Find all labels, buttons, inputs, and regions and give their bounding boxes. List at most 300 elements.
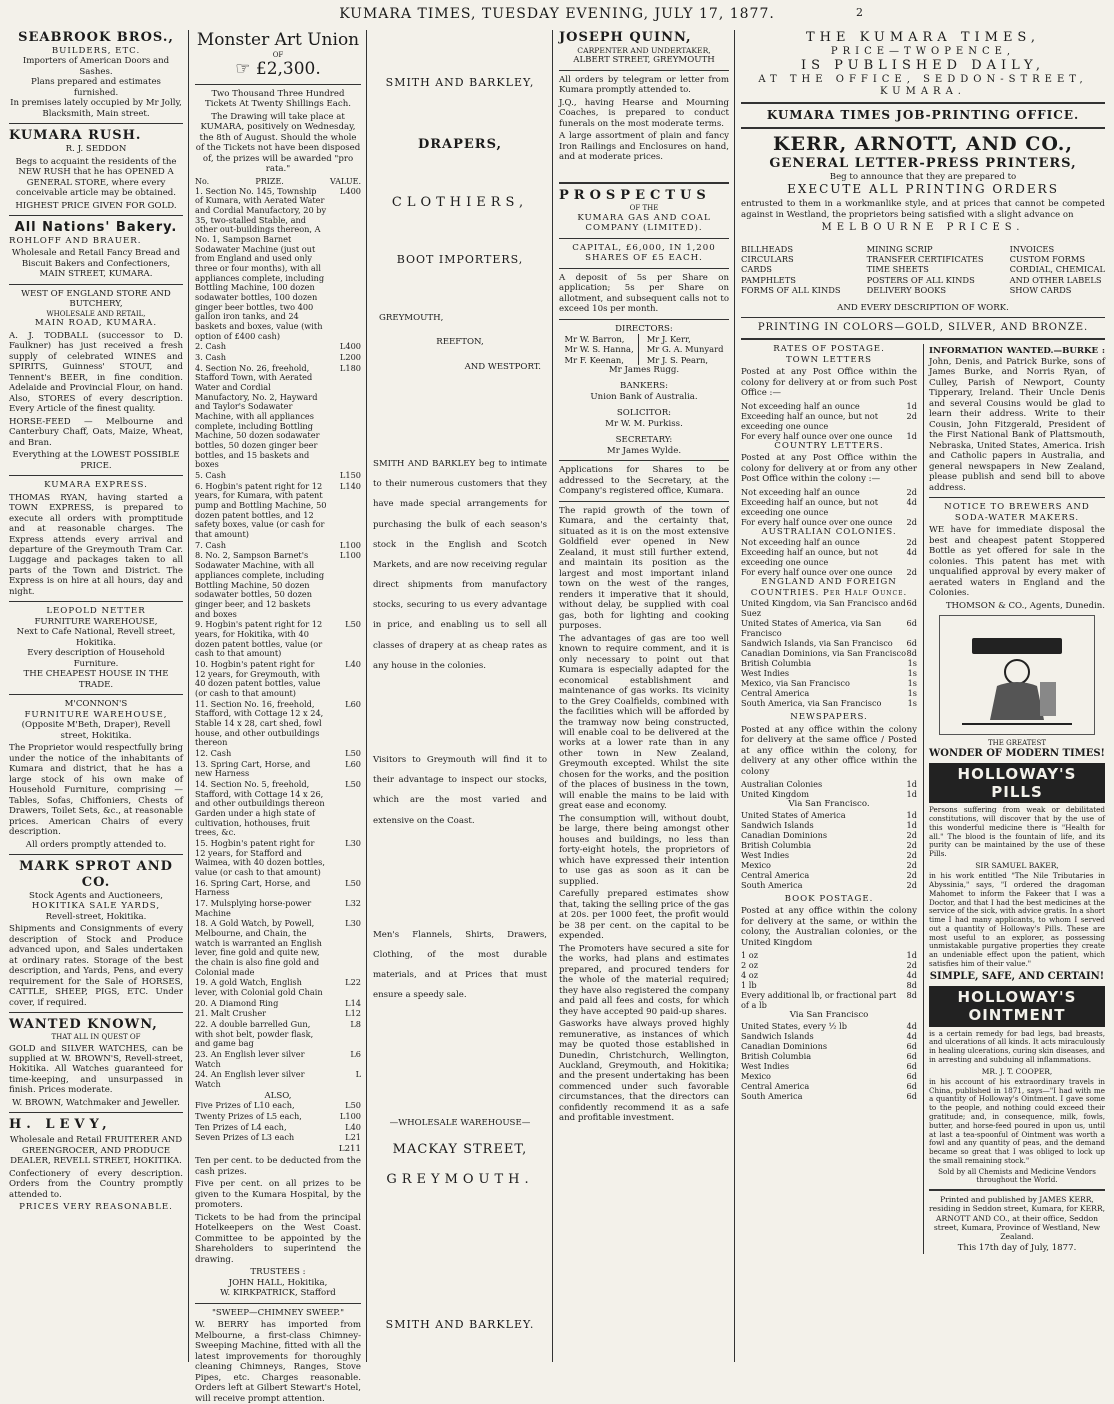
prize-row-value: L30 — [345, 837, 361, 848]
masthead-title: KUMARA TIMES, TUESDAY EVENING, JULY 17, 1877. — [339, 6, 775, 22]
pills-body: Persons suffering from weak or debilitated constitutions, will discover that by the use of this wonderful medicine there is "Health for all." The blood is the fountain of life, and its purity can be maintained by the use of these Pills. — [929, 805, 1105, 859]
prize-row-text: 6. Hogbin's patent right for 12 years, for Kumara, with patent pump and Bottling Machine, 50 dozen patent bottles, and 12 safety boxes, value (or cash for that amount) — [195, 480, 327, 540]
rate-row-value: 2d — [906, 410, 917, 421]
rate-row-text: British Columbia — [741, 1050, 812, 1061]
sf-rates — [741, 810, 917, 890]
job-item: SHOW CARDS — [1009, 284, 1072, 295]
rate-row-value: 1d — [906, 400, 917, 411]
prize-row — [195, 660, 361, 699]
directors-list-a — [565, 334, 639, 365]
extra-prize-row-text: Seven Prizes of L3 each — [195, 1132, 295, 1143]
rate-row-text: United States of America, via San Francisco — [741, 618, 882, 639]
woe-feed: HORSE-FEED — Melbourne and Canterbury Chaff, Oats, Maize, Wheat, and Bran. — [9, 416, 183, 448]
rate-row-value: 1s — [907, 668, 917, 679]
rate-row — [741, 850, 917, 860]
page-number: 2 — [856, 6, 864, 19]
job-item: FORMS OF ALL KINDS — [741, 284, 841, 295]
extra-prize-row-value: L50 — [345, 1100, 361, 1111]
rate-row-value: 4d — [906, 970, 917, 981]
rate-row-value: 1d — [906, 789, 917, 800]
quinn-addr: ALBERT STREET, GREYMOUTH — [573, 55, 715, 66]
baker-body: in his work entitled "The Nile Tributaries in Abyssinia," says, "I ordered the dragoman Mahomet to inform the Fakeer that I was a Doctor, and that I had the best medicines at the service of the sick, with advice gratis. In a short time I had many applicants, to whom I served out a quantity of Holloway's Pills. These are most useful to an explorer, as possessing unmistakable purgative properties they create an undeniable effect upon the patient, which satisfies him of their value." — [929, 871, 1105, 968]
job-item: AND OTHER LABELS — [1009, 274, 1102, 285]
job-list-c — [1010, 244, 1105, 295]
rate-row-value: 6d — [906, 1080, 917, 1091]
rate-row-text: Not exceeding half an ounce — [741, 400, 860, 411]
rate-row-value: 6d — [906, 638, 917, 649]
imprint-date: This 17th day of July, 1877. — [957, 1243, 1077, 1254]
prize-list — [195, 187, 361, 1090]
prize-row-value: L100 — [339, 539, 361, 550]
rate-row-text: Mexico — [741, 1070, 771, 1081]
rate-row — [741, 567, 917, 577]
prize-row-text: 1. Section No. 145, Township of Kumara, with Aerated Water and Cordial Manufactory, 20 by 35, two-stalled Stable, and other out-buildings thereon, A No. 1, Sampson Barnet Sodawater Machine (just out from England and used only three or four months), with all appliances complete, including Bottling Machine, 100 dozen sodawater bottles, 100 dozen ginger beer bottles, two 400 gallon iron tanks, and 24 baskets and boxes, value (with option of £400 cash) — [195, 185, 327, 341]
rate-row-text: Mexico — [741, 859, 771, 870]
job-printing-title: KUMARA TIMES JOB-PRINTING OFFICE. — [766, 108, 1080, 123]
prize-row-text: 2. Cash — [195, 341, 227, 352]
prize-row-value: L50 — [345, 747, 361, 758]
postage-book-body: Posted at any office within the colony for delivery at the same, or within the colony, the Australian colonies, or the United Kingdom — [741, 906, 917, 948]
holloway-ointment-banner: HOLLOWAY'S OINTMENT — [929, 986, 1105, 1027]
quinn-line: All orders by telegram or letter from Kumara promptly attended to. — [559, 74, 729, 96]
prize-row — [195, 620, 361, 659]
holloway-pills-banner: HOLLOWAY'S PILLS — [929, 763, 1105, 804]
levy-prices: PRICES VERY REASONABLE. — [19, 1202, 173, 1213]
rate-row — [741, 1091, 917, 1101]
rate-row-text: British Columbia — [741, 839, 812, 850]
rate-row-value: 1d — [906, 819, 917, 830]
job-item: POSTERS OF ALL KINDS — [866, 274, 975, 285]
director-name: Mr W. Barron, — [564, 334, 625, 345]
rate-row-value: 6d — [906, 598, 917, 609]
prize-row-text: 9. Hogbin's patent right for 12 years, for Hokitika, with 40 dozen patent bottles, value (or cash to that amount) — [195, 619, 323, 659]
prize-header-no: No. — [195, 176, 210, 186]
rate-row-text: Australian Colonies — [741, 779, 823, 790]
rush-title: KUMARA RUSH. — [9, 128, 142, 144]
prospectus-paragraph: Gasworks have always proved highly remunerative, as instances of which may be quoted those established in Dunedin, Christchurch, Wellington, Auckland, Greymouth, and Hokitika; and the present undertaking has been commenced under such favorable circumstances, that the directors can confidently recommend it as a safe and profitable investment. — [559, 1019, 729, 1124]
rate-row-value: 2d — [906, 567, 917, 578]
prize-row-text: 5. Cash — [195, 470, 227, 481]
prize-row — [195, 700, 361, 748]
rate-row — [741, 1051, 917, 1061]
rate-row — [741, 537, 917, 547]
rate-row — [741, 810, 917, 820]
info-body: John, Denis, and Patrick Burke, sons of James Burke, and Norris Ryan, of Culley, Parish of Newport, County Tipperary, Ireland. Their Uncle Denis and several Cousins would be glad to learn their address. Write to their Cousin, John Fitzgerald, President of the First National Bank of Plattsmouth, Nebraska, United States, America. Irish and Catholic papers in Australia, and general newspapers in New Zealand, please publish and send bill to above address. — [929, 356, 1105, 493]
rate-row-value: 2d — [906, 829, 917, 840]
job-item: DELIVERY BOOKS — [866, 284, 946, 295]
prize-row-value: L50 — [345, 619, 361, 630]
rate-row — [741, 960, 917, 970]
rate-row-text: For every half ounce over one ounce — [741, 516, 893, 527]
art-union-amount: £2,300. — [255, 59, 321, 80]
prize-row-value: L32 — [345, 898, 361, 908]
seabrook-line: Importers of American Doors and Sashes. — [22, 56, 170, 77]
directors-label: DIRECTORS: — [615, 323, 673, 334]
rate-row-value: 4d — [906, 496, 917, 507]
job-item: CARDS — [741, 264, 772, 275]
rate-row-text: Sandwich Islands — [741, 819, 814, 830]
prize-row-text: 8. No. 2, Sampson Barnet's Sodawater Machine, with all appliances complete, including Bottling Machine, 50 dozen sodawater bottles, 50 dozen ginger beer, and 12 baskets and boxes — [195, 550, 325, 619]
rate-row — [741, 990, 917, 1010]
prize-deduct: Ten per cent. to be deducted from the cash prizes. — [195, 1156, 361, 1177]
woe-sub: WHOLESALE AND RETAIL, — [46, 309, 146, 318]
prize-row-text: 14. Section No. 5, freehold, Stafford, with Cottage 14 x 26, and other outbuildings thereon Garden under a high state of cultivation, hothouses, fruit trees, &c. — [195, 778, 325, 838]
prospectus-paragraph: The consumption will, without doubt, be large, there being amongst other houses and buildings, no less than forty-eight hotels, the proprietors of which have expressed their intention to use gas as soon as it can be supplied. — [559, 813, 729, 887]
rate-row — [741, 497, 917, 517]
prize-row-text: 21. Malt Crusher — [195, 1008, 267, 1019]
rate-row — [741, 638, 917, 648]
director-name: Mr W. S. Hanna, — [564, 344, 634, 355]
director-name: Mr F. Keenan, — [564, 354, 624, 365]
prospectus-company: KUMARA GAS AND COAL COMPANY (LIMITED). — [577, 212, 711, 234]
prize-row-text: 20. A Diamond Ring — [195, 997, 279, 1008]
prize-row-text: 12. Cash — [195, 747, 232, 758]
postage-book-sf: Via San Francisco — [789, 1010, 869, 1021]
rate-row — [741, 779, 917, 789]
prize-row-value: L400 — [339, 185, 361, 196]
sprot-sub: Stock Agents and Auctioneers, — [29, 890, 163, 901]
rate-row-text: United States, every ½ lb — [741, 1020, 847, 1031]
prize-row-value: L6 — [350, 1049, 361, 1060]
rate-row-value: 1d — [906, 779, 917, 790]
postage-book: BOOK POSTAGE. — [784, 893, 874, 904]
prize-row-text: 7. Cash — [195, 539, 227, 550]
postage-aus: AUSTRALIAN COLONIES. — [761, 526, 897, 537]
extra-prize-row-text: Five Prizes of L10 each, — [195, 1100, 295, 1111]
prize-row-value: L12 — [345, 1008, 361, 1019]
rate-row — [741, 950, 917, 960]
quinn-trade: CARPENTER AND UNDERTAKER, — [577, 45, 711, 55]
column-5 — [736, 30, 1110, 1362]
rate-row-value: 1s — [907, 658, 917, 669]
postage-town: TOWN LETTERS — [785, 354, 873, 365]
aus-rates — [741, 537, 917, 577]
cooper-body: in his account of his extraordinary travels in China, published in 1871, says—"I had with me a quantity of Holloway's Ointment. I gave some to the people, and nothing could exceed their gratitude; and, in consequence, milk, fowls, butter, and horse-feed poured in upon us, until at last a tea-spoonful of Ointment was worth a fowl and any quantity of peas, and the demand became so great that I was obliged to lock up the small remaining stock." — [929, 1076, 1105, 1165]
rate-row-text: South America, via San Francisco — [741, 698, 882, 709]
rate-row-text: Canadian Dominions — [741, 829, 828, 840]
quinn-line: J.Q., having Hearse and Mourning Coaches, is prepared to conduct funerals on the most moderate terms. — [559, 97, 729, 129]
prize-also: ALSO, — [264, 1090, 292, 1101]
rate-row — [741, 840, 917, 850]
wanted-title: WANTED KNOWN, — [9, 1017, 158, 1033]
extra-prize-row — [195, 1123, 361, 1133]
extra-prize-list — [195, 1101, 361, 1143]
extra-prize-row-value: L100 — [339, 1110, 361, 1121]
foreign-rates — [741, 598, 917, 708]
rate-row — [741, 598, 917, 618]
rate-row-text: Exceeding half an ounce, but not exceeding one ounce — [741, 547, 879, 568]
column-rule — [552, 30, 553, 1362]
rate-row-value: 1d — [906, 950, 917, 961]
rate-row-value: 2d — [906, 960, 917, 971]
prize-row — [195, 187, 361, 342]
rate-row-text: United Kingdom, via San Francisco and Suez — [741, 598, 906, 619]
job-item: CORDIAL, CHEMICAL — [1009, 264, 1105, 275]
woe-road: MAIN ROAD, KUMARA. — [34, 318, 158, 329]
extra-prize-row-text: Ten Prizes of L4 each, — [195, 1121, 287, 1132]
smith-drapers: DRAPERS, — [417, 137, 503, 153]
sprot-title: MARK SPROT AND CO. — [19, 859, 173, 890]
rate-row — [741, 431, 917, 441]
cooper-name: MR. J. T. COOPER, — [981, 1066, 1053, 1076]
country-rates — [741, 487, 917, 527]
job-item: PAMPHLETS — [741, 274, 796, 285]
rate-row — [741, 411, 917, 431]
prize-row — [195, 353, 361, 363]
director-name: Mr James Rugg. — [608, 364, 680, 375]
rate-row — [741, 820, 917, 830]
wanted-body: GOLD and SILVER WATCHES, can be supplied at W. BROWN'S, Revell-street, Hokitika. All Watches guaranteed for time-keeping, and unsurpassed in finish. Prices moderate. — [9, 1043, 183, 1096]
prospectus-title: PROSPECTUS — [559, 188, 711, 204]
ads-column — [923, 344, 1105, 1254]
smith-clothiers: CLOTHIERS, — [391, 195, 529, 211]
sprot-addr: Revell-street, Hokitika. — [45, 911, 147, 922]
rate-row-text: United States of America — [741, 809, 846, 820]
rate-row-text: South America — [741, 1090, 803, 1101]
rate-row-text: 1 oz — [741, 950, 759, 961]
rate-row-value: 2d — [906, 869, 917, 880]
rate-row-value: 1s — [907, 678, 917, 689]
woe-price: Everything at the LOWEST POSSIBLE PRICE. — [12, 450, 180, 471]
rate-row — [741, 698, 917, 708]
smith-greymouth: GREYMOUTH, — [379, 312, 444, 323]
netter-cheap: THE CHEAPEST HOUSE IN THE TRADE. — [23, 669, 169, 690]
prize-obtain: Tickets to be had from the principal Hotelkeepers on the West Coast. Committee to be appointed by the Shareholders to superintend the drawing. — [195, 1212, 361, 1265]
rate-row — [741, 658, 917, 668]
prize-row — [195, 1009, 361, 1019]
director-name: Mr J. Kerr, — [646, 334, 691, 345]
smith-reefton: REEFTON, — [436, 337, 484, 348]
column-rule — [188, 30, 189, 1362]
prospectus-paragraph: The Promoters have secured a site for the works, had plans and estimates prepared, and procured tenders for the whole of the material required; they have also registered the company and paid all fees and costs, for which they have accepted 90 paid-up shares. — [559, 943, 729, 1017]
rate-row — [741, 1021, 917, 1031]
rate-row-value: 8d — [906, 980, 917, 991]
extra-prize-row-value: L40 — [345, 1121, 361, 1132]
prize-row-value: L180 — [339, 362, 361, 373]
times-line: PRICE—TWOPENCE, — [830, 45, 1016, 57]
prize-total: L211 — [338, 1143, 361, 1154]
rate-row-text: For every half ounce over one ounce — [741, 430, 893, 441]
prize-row — [195, 471, 361, 481]
column-2 — [190, 30, 366, 1404]
printing-colors: PRINTING IN COLORS—GOLD, SILVER, AND BRONZE. — [757, 322, 1089, 334]
rate-row-text: Exceeding half an ounce, but not exceeding one ounce — [741, 496, 879, 517]
netter-sub: FURNITURE WAREHOUSE, — [34, 616, 158, 627]
prize-row-value: L8 — [350, 1019, 361, 1030]
kerr-arnott-title: KERR, ARNOTT, AND CO., — [773, 132, 1073, 155]
smith-westport: AND WESTPORT. — [464, 361, 541, 372]
rate-row — [741, 1081, 917, 1091]
prize-row-value: L140 — [339, 480, 361, 491]
rush-name: R. J. SEDDON — [65, 144, 127, 155]
rate-row-value: 1s — [907, 688, 917, 699]
smith-boot: BOOT IMPORTERS, — [396, 253, 524, 267]
column-rule — [366, 30, 367, 1362]
netter-title: LEOPOLD NETTER — [46, 606, 146, 617]
ointment-body: is a certain remedy for bad legs, bad breasts, and ulcerations of all kinds. It acts miraculously in healing ulcerations, curing skin diseases, and in arresting and subduing all inflammations. — [929, 1028, 1105, 1064]
prize-row — [195, 919, 361, 977]
smith-town: GREYMOUTH. — [386, 1171, 534, 1187]
job-list-a — [741, 244, 841, 295]
rate-row-text: Not exceeding half an ounce — [741, 537, 860, 548]
prize-row-text: 19. A gold Watch, English lever, with Colonial gold Chain — [195, 977, 323, 998]
smith-mens: Men's Flannels, Shirts, Drawers, Clothing, of the most durable materials, and at Prices that must ensure a speedy sale. — [373, 929, 547, 1001]
rate-row-value: 2d — [906, 859, 917, 870]
prize-header-prize: PRIZE. — [255, 176, 284, 186]
rate-row-value: 6d — [906, 1040, 917, 1051]
rate-row — [741, 517, 917, 527]
baker-name: SIR SAMUEL BAKER, — [975, 861, 1059, 871]
rate-row-value: 6d — [906, 618, 917, 629]
prize-row-text: 13. Spring Cart, Horse, and new Harness — [195, 758, 311, 779]
prize-row — [195, 1020, 361, 1049]
bakery-body: Wholesale and Retail Fancy Bread and Biscuit Bakers and Confectioners, MAIN STREET, KUMARA. — [11, 248, 181, 280]
prize-row-text: 4. Section No. 26, freehold, Stafford Town, with Aerated Water and Cordial Manufactory, No. 2, Hayward and Taylor's Sodawater Machine, with all appliances complete, including Bottling Machine, 50 dozen sodawater bottles, 50 dozen ginger beer bottles, and 15 baskets and boxes — [195, 362, 320, 470]
rate-row-value: 1d — [906, 430, 917, 441]
prize-hospital: Five per cent. on all prizes to be given to the Kumara Hospital, by the promoters. — [195, 1179, 361, 1211]
smith-street: MACKAY STREET, — [392, 1142, 528, 1158]
rate-row-text: 1 lb — [741, 980, 757, 991]
general-printers: GENERAL LETTER-PRESS PRINTERS, — [769, 156, 1077, 172]
brewers-body: WE have for immediate disposal the best and cheapest patent Stoppered Bottle as yet offered for sale in the colonies. This patent has met with unqualified approval by every maker of aerated waters in England and the Colonies. — [929, 525, 1105, 599]
postage-foreign: ENGLAND AND FOREIGN COUNTRIES. Per Half Ounce. — [750, 577, 908, 598]
extra-prize-row — [195, 1101, 361, 1111]
netter-addr: Next to Cafe National, Revell street, Hokitika. — [16, 627, 176, 648]
prize-row-value: L50 — [345, 877, 361, 888]
rate-row-value: 4d — [906, 1030, 917, 1041]
rate-row — [741, 618, 917, 638]
woe-body: A. J. TODBALL (successor to D. Faulkner) has just received a fresh supply of celebrated WINES and SPIRITS, Guinness' STOUT, and Tennent's BEER, in fine condition. Adelaide and Provincial Flour, on hand. Also, STORES of every description. Every Article of the finest quality. — [9, 330, 183, 415]
rate-row — [741, 980, 917, 990]
smith-visitors: Visitors to Greymouth will find it to their advantage to inspect our stocks, which are the most varied and extensive on the Coast. — [373, 755, 547, 826]
smith-footer: SMITH AND BARKLEY. — [385, 1317, 535, 1331]
art-union-of: OF — [272, 50, 284, 59]
cure-label: CURE FOR ALL — [966, 629, 1068, 640]
prize-row-text: 10. Hogbin's patent right for 12 years, for Greymouth, with 40 dozen patent bottles, value (or cash to that amount) — [195, 658, 321, 698]
prize-row — [195, 1050, 361, 1069]
prize-row-text: 24. An English lever silver Watch — [195, 1069, 305, 1090]
prospectus-paragraph: The rapid growth of the town of Kumara, and the certainty that, situated as it is on the most extensive Goldfield ever opened in New Zealand, it must still further extend, and maintain its position as the largest and most important inland town on the west of the ranges, renders it imperative that it should, without delay, be supplied with coal gas, both for lighting and cooking purposes. — [559, 505, 729, 632]
prize-row — [195, 839, 361, 878]
execute-orders: EXECUTE ALL PRINTING ORDERS — [787, 182, 1059, 197]
solicitor-label: SOLICITOR: — [616, 408, 672, 419]
prize-row-value: L400 — [339, 341, 361, 352]
prize-row-value: L14 — [345, 997, 361, 1008]
postage-country-body: Posted at any Post Office within the colony for delivery at or from any other Post Office within the colony :— — [741, 453, 917, 485]
rate-row-value: 8d — [906, 648, 917, 659]
rate-row-value: 4d — [906, 1020, 917, 1031]
prize-row — [195, 999, 361, 1009]
levy-conf: Confectionery of every description. Orders from the Country promptly attended to. — [9, 1168, 183, 1200]
prize-row-text: 15. Hogbin's patent right for 12 years, for Stafford and Waimea, with 40 dozen bottles, value (or cash to that amount) — [195, 837, 325, 877]
prize-row — [195, 978, 361, 997]
trustee-name: W. KIRKPATRICK, Stafford — [220, 1288, 336, 1299]
book-sf-rates — [741, 1021, 917, 1101]
mconnon-title: M'CONNON'S — [64, 699, 128, 710]
rate-row-text: West Indies — [741, 849, 790, 860]
wanted-sign: W. BROWN, Watchmaker and Jeweller. — [12, 1097, 180, 1108]
job-item: MINING SCRIP — [866, 244, 933, 255]
rate-row-value: 2d — [906, 516, 917, 527]
masthead — [0, 6, 1114, 22]
rate-row-text: Sandwich Islands — [741, 1030, 814, 1041]
postage-news: NEWSPAPERS. — [790, 712, 868, 723]
rate-row-text: South America — [741, 879, 803, 890]
extra-prize-row-text: Twenty Prizes of L5 each, — [195, 1110, 302, 1121]
rate-row-text: 2 oz — [741, 960, 759, 971]
rate-row — [741, 1031, 917, 1041]
job-item: INVOICES — [1009, 244, 1055, 255]
brewers-sign: THOMSON & CO., Agents, Dunedin. — [945, 600, 1105, 611]
art-union-title: Monster Art Union — [196, 30, 360, 50]
rate-row — [741, 870, 917, 880]
mconnon-sub: FURNITURE WAREHOUSE, — [24, 709, 168, 720]
rate-row-text: Central America — [741, 1080, 810, 1091]
prospectus-of: OF THE — [629, 204, 659, 213]
rate-row — [741, 1041, 917, 1051]
prospectus-paragraph: Carefully prepared estimates show that, taking the selling price of the gas at 20s. per 1000 feet, the profit would be 38 per cent. on the capital to be expended. — [559, 889, 729, 942]
beg-announce: Beg to announce that they are prepared to — [829, 171, 1017, 182]
prospectus-capital: CAPITAL, £6,000, IN 1,200 SHARES OF £5 EACH. — [572, 242, 716, 264]
smith-warehouse: —WHOLESALE WAREHOUSE— — [389, 1117, 531, 1128]
prize-row-text: 16. Spring Cart, Horse, and Harness — [195, 877, 311, 898]
rate-row — [741, 1061, 917, 1071]
prize-row-value: L60 — [345, 758, 361, 769]
prize-row — [195, 780, 361, 838]
prize-row-value: L50 — [345, 778, 361, 789]
rate-row — [741, 1071, 917, 1081]
bankers-name: Union Bank of Australia. — [590, 391, 698, 402]
bakery-name: ROHLOFF AND BRAUER. — [9, 235, 142, 246]
town-rates — [741, 401, 917, 441]
job-item: TIME SHEETS — [866, 264, 929, 275]
times-line: KUMARA. — [880, 86, 966, 98]
sweep-body: W. BERRY has imported from Melbourne, a first-class Chimney-Sweeping Machine, fitted with all the latest improvements for thoroughly cleaning Chimneys, Ranges, Stove Pipes, etc. Charges reasonable. Orders left at Gilbert Stewart's Hotel, will receive prompt attention. — [195, 1320, 361, 1404]
prize-row-text: 3. Cash — [195, 352, 227, 363]
rate-row — [741, 860, 917, 870]
levy-title: H. LEVY, — [9, 1117, 112, 1133]
postage-news-body: Posted at any office within the colony for delivery at the same office / Posted at any office within the colony, for delivery at any other office within the colony — [741, 724, 917, 777]
rate-row-text: Not exceeding half an ounce — [741, 486, 860, 497]
rate-row-value: 6d — [906, 1090, 917, 1101]
rate-row — [741, 487, 917, 497]
rate-row — [741, 970, 917, 980]
times-line: IS PUBLISHED DAILY, — [800, 58, 1046, 74]
secretary-label: SECRETARY: — [615, 435, 673, 446]
rush-body: Begs to acquaint the residents of the NEW RUSH that he has OPENED A GENERAL STORE, where every conceivable article may be obtained. — [15, 156, 177, 199]
prize-row-value: L60 — [345, 698, 361, 709]
every-description: AND EVERY DESCRIPTION OF WORK. — [837, 302, 1009, 313]
levy-body: Wholesale and Retail FRUITERER AND GREENGROCER, AND PRODUCE DEALER, REVELL STREET, HOKITIKA. — [9, 1135, 183, 1167]
rate-row — [741, 830, 917, 840]
brewers-title: NOTICE TO BREWERS AND SODA-WATER MAKERS. — [944, 502, 1090, 523]
rate-row — [741, 688, 917, 698]
quinn-name: JOSEPH QUINN, — [559, 30, 692, 45]
rate-row — [741, 678, 917, 688]
postage-town-body: Posted at any Post Office within the colony for delivery at or from such Post Office :— — [741, 367, 917, 399]
director-name: Mr G. A. Munyard — [646, 344, 724, 355]
rate-row-value: 2d — [906, 537, 917, 548]
prize-row-value: L200 — [339, 352, 361, 363]
prospectus-applications: Applications for Shares to be addressed to the Secretary, at the Company's registered office, Kumara. — [559, 465, 729, 497]
rate-row-value: 8d — [906, 990, 917, 1001]
express-body: THOMAS RYAN, having started a TOWN EXPRESS, is prepared to execute all orders with promptitude and at reasonable charges. The Express attends every arrival and departure of the Greymouth Tram Car. Luggage and packages taken to all parts of the Town and District. The Express is on hire at all hours, day and night. — [9, 492, 183, 597]
art-union-tickets: Two Thousand Three Hundred Tickets At Twenty Shillings Each. — [205, 89, 351, 110]
mconnon-addr: (Opposite M'Beth, Draper), Revell street, Hokitika. — [21, 720, 171, 741]
postage-via-sf: Via San Francisco. — [788, 799, 870, 810]
sprot-yards: HOKITIKA SALE YARDS, — [31, 901, 161, 912]
postage-country: COUNTRY LETTERS. — [774, 440, 884, 451]
